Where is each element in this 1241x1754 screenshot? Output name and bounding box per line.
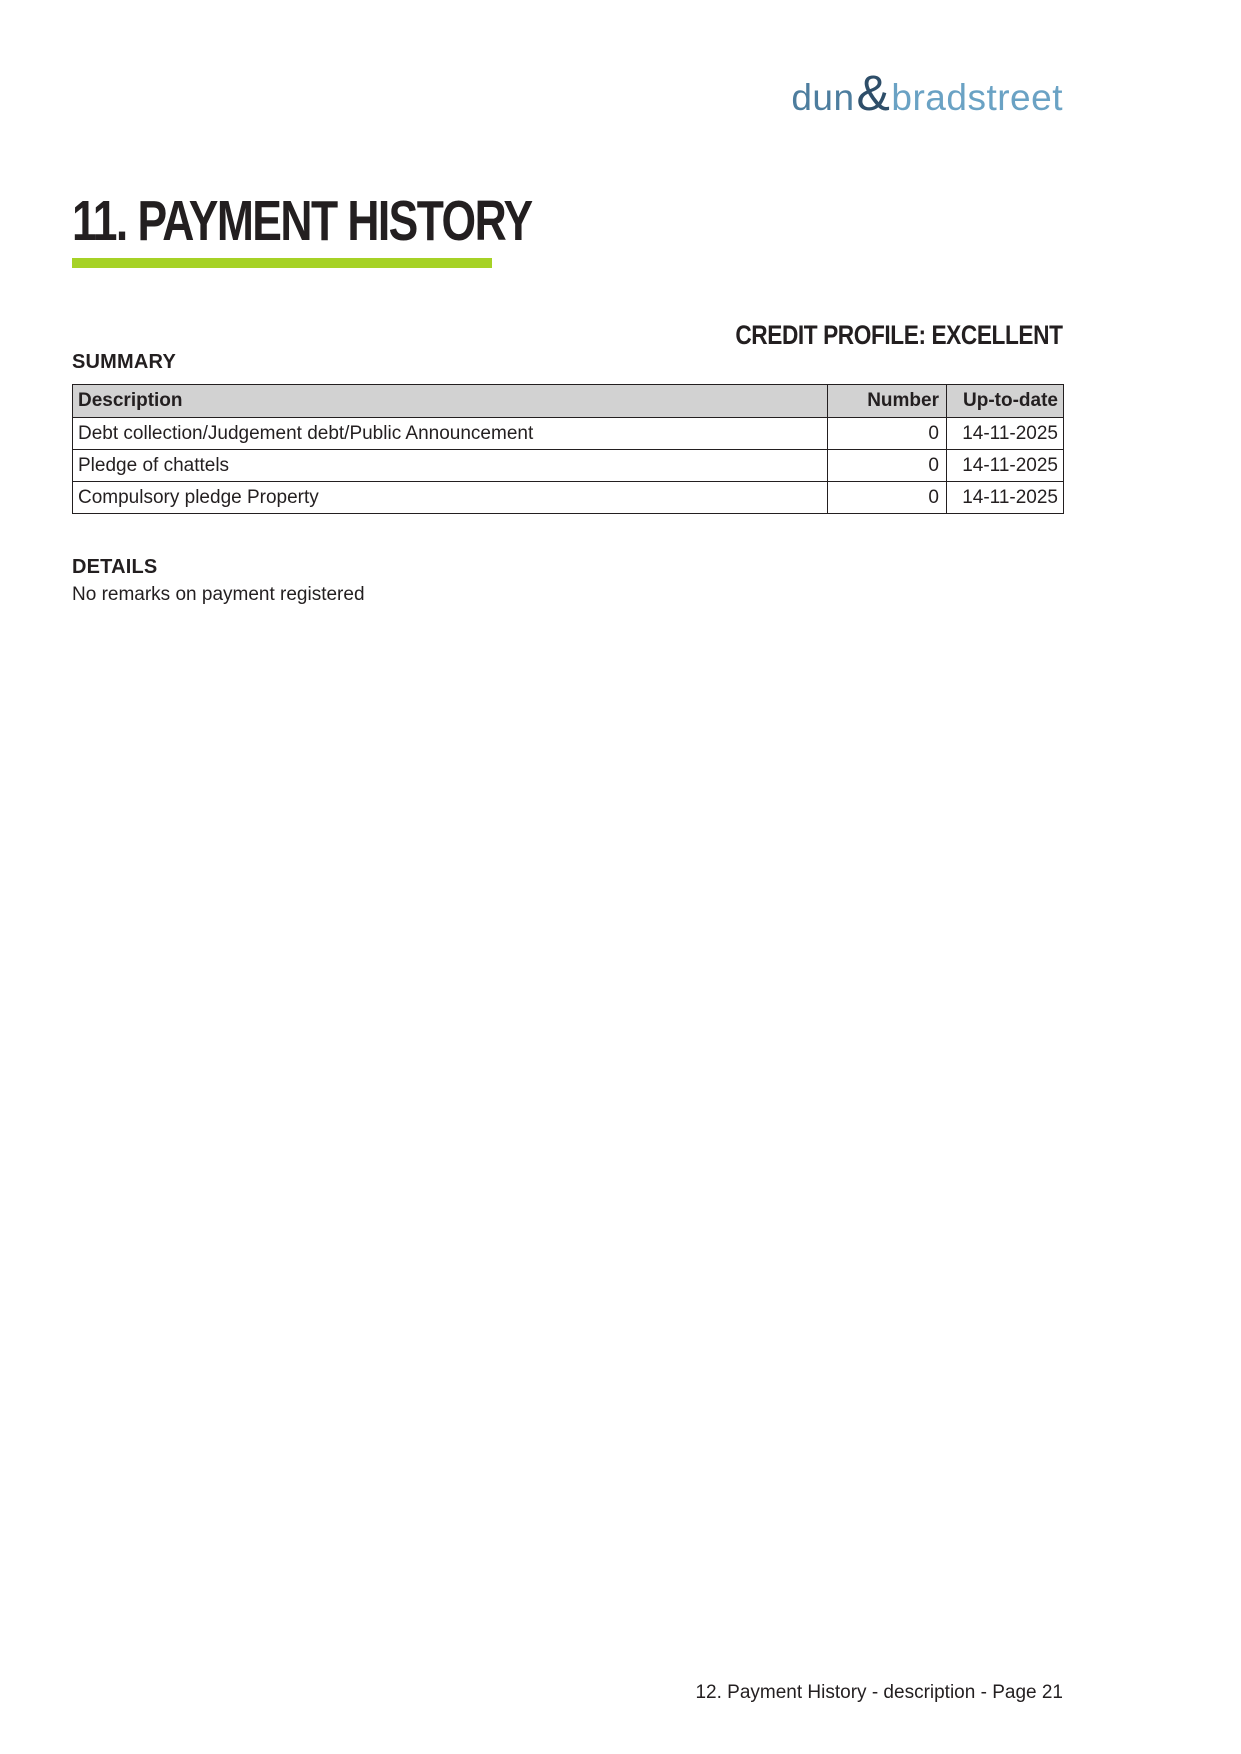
- table-row: [73, 450, 1064, 482]
- table-row: [73, 418, 1064, 450]
- cell-up-to-date: 14-11-2025: [947, 418, 1064, 450]
- summary-table: [72, 384, 1064, 514]
- column-header-number: Number: [828, 385, 947, 418]
- cell-up-to-date: 14-11-2025: [947, 482, 1064, 514]
- page-footer: 12. Payment History - description - Page 21: [695, 1682, 1063, 1703]
- credit-profile-heading: CREDIT PROFILE: EXCELLENT: [735, 320, 1063, 350]
- logo-text-dun: dun: [791, 77, 855, 118]
- title-accent-bar: [72, 258, 492, 268]
- summary-section-label: SUMMARY: [72, 351, 176, 373]
- details-text: No remarks on payment registered: [72, 584, 365, 605]
- cell-number: 0: [828, 482, 947, 514]
- cell-description: Pledge of chattels: [73, 450, 828, 482]
- cell-description: Compulsory pledge Property: [73, 482, 828, 514]
- cell-number: 0: [828, 418, 947, 450]
- logo-text-bradstreet: bradstreet: [891, 77, 1063, 118]
- cell-number: 0: [828, 450, 947, 482]
- cell-up-to-date: 14-11-2025: [947, 450, 1064, 482]
- page-title: 11. PAYMENT HISTORY: [72, 189, 532, 253]
- table-row: [73, 482, 1064, 514]
- cell-description: Debt collection/Judgement debt/Public Announcement: [73, 418, 828, 450]
- column-header-description: Description: [73, 385, 828, 418]
- details-section-label: DETAILS: [72, 556, 158, 578]
- column-header-up-to-date: Up-to-date: [947, 385, 1064, 418]
- ampersand-icon: &: [856, 65, 891, 121]
- dun-and-bradstreet-logo: [791, 64, 1063, 122]
- table-header-row: [73, 385, 1064, 418]
